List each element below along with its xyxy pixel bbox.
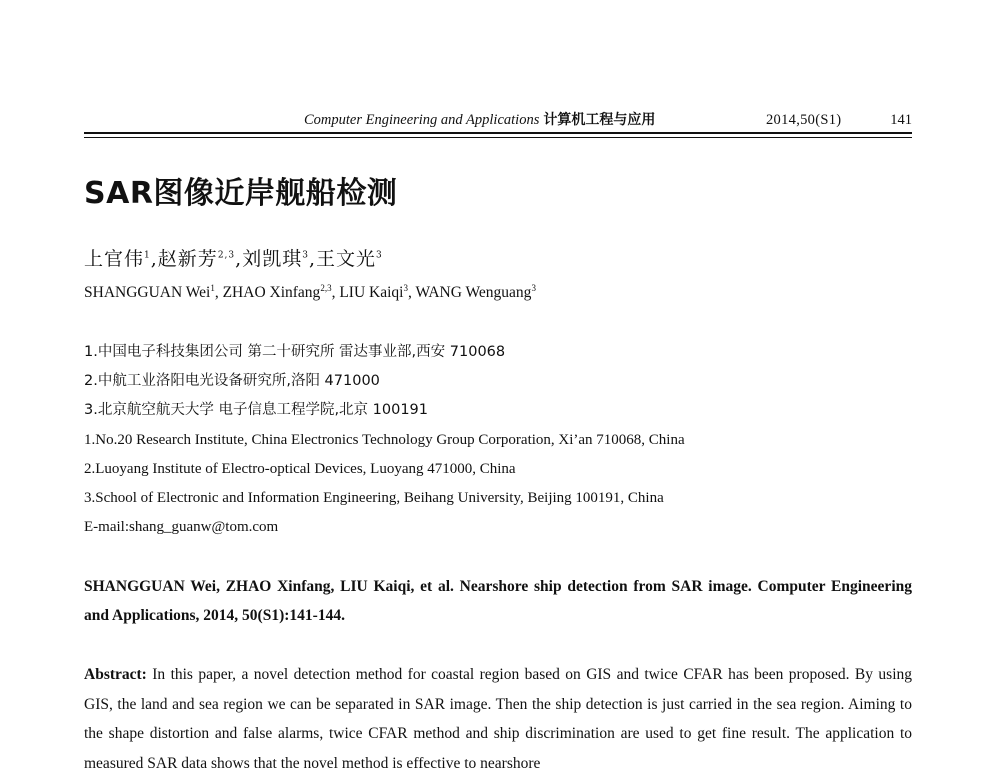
- affiliation-en: 2.Luoyang Institute of Electro-optical Devices, Luoyang 471000, China: [84, 460, 516, 477]
- journal-name-en: Computer Engineering and Applications: [304, 112, 540, 128]
- abstract-label: Abstract:: [84, 666, 147, 683]
- author-en: ZHAO Xinfang: [222, 284, 321, 301]
- author-en: LIU Kaiqi: [339, 284, 404, 301]
- author-cn: 王文光: [315, 248, 376, 270]
- affiliation-en: 1.No.20 Research Institute, China Electronics Technology Group Corporation, Xi’an 710068, China: [84, 431, 685, 448]
- journal-name-cn: 计算机工程与应用: [543, 112, 656, 128]
- author-affil-mark: 2,3: [217, 250, 236, 261]
- journal-name: [304, 110, 655, 130]
- author-en: SHANGGUAN Wei: [84, 284, 211, 301]
- header-rule-thin: [84, 137, 912, 138]
- authors-en: SHANGGUAN Wei$^1$, ZHAO Xinfang$^{2,3}$, LIU Kaiqi$^3$, WANG Wenguang$^3$: [84, 282, 536, 301]
- page-number: 141: [890, 112, 912, 128]
- citation-reference: SHANGGUAN Wei, ZHAO Xinfang, LIU Kaiqi, et al. Nearshore ship detection from SAR image. Computer Engineering and Applications, 2014, 50(S1):141-144.: [84, 578, 912, 624]
- paper-title: SAR图像近岸舰船检测: [84, 176, 398, 211]
- author-cn: 上官伟: [84, 248, 145, 270]
- author-affil-mark: 3: [376, 250, 383, 261]
- running-header: [84, 110, 912, 130]
- affiliation-cn: 2.中航工业洛阳电光设备研究所,洛阳 471000: [84, 373, 380, 390]
- author-affil-mark: 1: [144, 250, 151, 261]
- affiliations: [84, 338, 912, 542]
- author-cn: 刘凯琪: [242, 248, 303, 270]
- author-affil-mark: 1: [210, 282, 215, 293]
- email-address: E-mail:shang_guanw@tom.com: [84, 519, 279, 536]
- author-affil-mark: 2,3: [320, 282, 332, 293]
- author-affil-mark: 3: [403, 282, 408, 293]
- issue-info: 2014,50(S1): [766, 112, 842, 128]
- abstract: [84, 660, 912, 778]
- author-affil-mark: 3: [531, 282, 536, 293]
- authors-cn: 上官伟$^1$,赵新芳$^{2,3}$,刘凯琪$^3$,王文光$^3$: [84, 248, 383, 270]
- author-affil-mark: 3: [302, 250, 309, 261]
- affiliation-cn: 1.中国电子科技集团公司 第二十研究所 雷达事业部,西安 710068: [84, 344, 506, 360]
- affiliation-cn: 3.北京航空航天大学 电子信息工程学院,北京 100191: [84, 402, 429, 419]
- affiliation-en: 3.School of Electronic and Information Engineering, Beihang University, Beijing 100191, China: [84, 490, 664, 507]
- author-cn: 赵新芳: [157, 248, 218, 270]
- abstract-text: In this paper, a novel detection method for coastal region based on GIS and twice CFAR has been proposed. By using GIS, the land and sea region we can be separated in SAR image. Then the ship detection is just carried in the sea region. Aiming to the shape distortion and false alarms, twice CFAR method and ship discrimination are used to get fine result. The application to measured SAR data shows that the novel method is effective to nearshore: [84, 666, 912, 772]
- header-rule-thick: [84, 132, 912, 134]
- author-en: WANG Wenguang: [415, 284, 532, 301]
